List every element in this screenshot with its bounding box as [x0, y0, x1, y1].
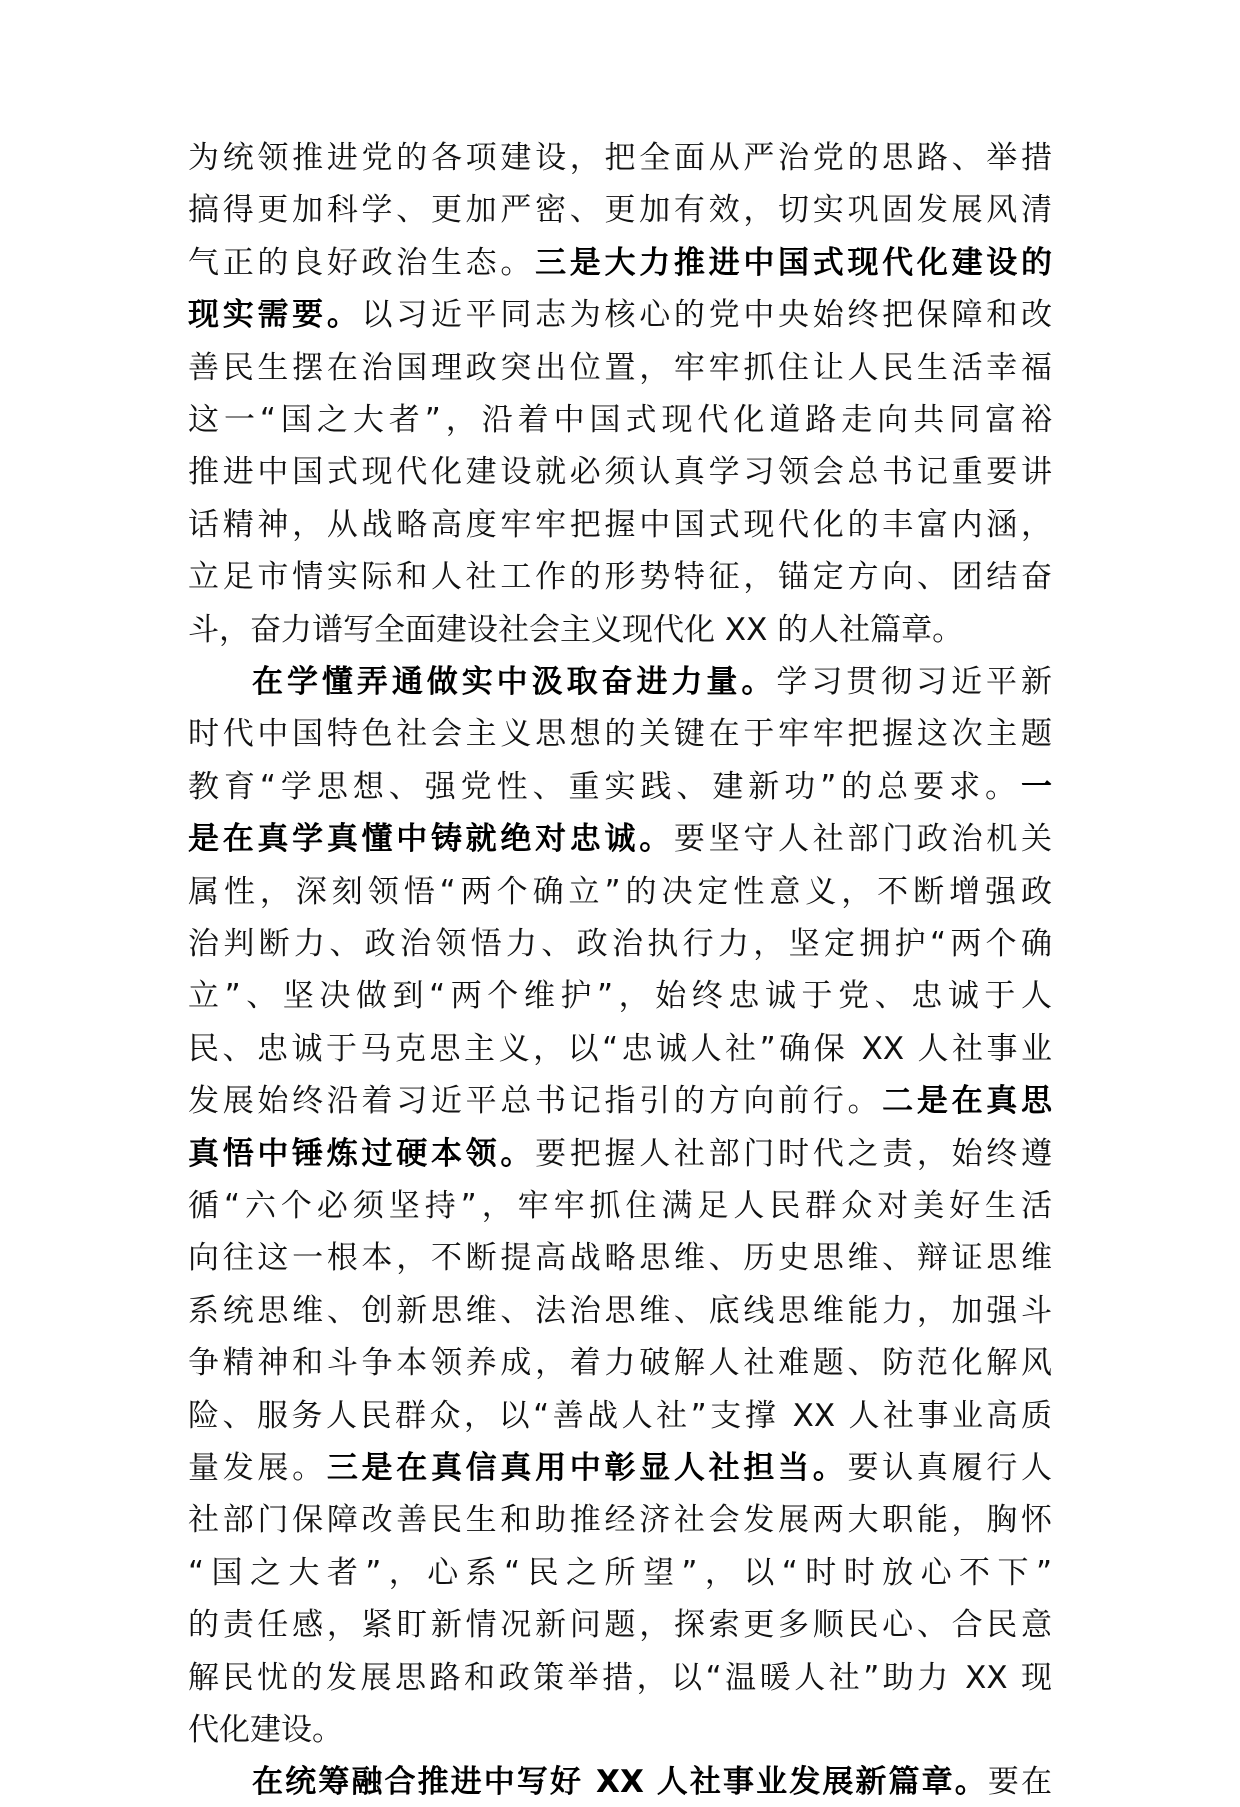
bold-text-segment: 是在真学真懂中铸就绝对忠诚。: [188, 821, 674, 857]
text-segment: 立足市情实际和人社工作的形势特征，锚定方向、团结奋: [188, 559, 1052, 595]
text-segment: 以习近平同志为核心的党中央始终把保障和改: [361, 297, 1053, 333]
text-segment: 系统思维、创新思维、法治思维、底线思维能力，加强斗: [188, 1293, 1052, 1329]
text-line: [252, 657, 1052, 707]
text-segment: 要把握人社部门时代之责，始终遵: [535, 1136, 1053, 1172]
bold-text-segment: 在统筹融合推进中写好 XX 人社事业发展新篇章。: [252, 1764, 988, 1800]
text-segment: 要在: [987, 1764, 1053, 1800]
text-line: [188, 1391, 1052, 1441]
text-segment: 属性，深刻领悟“两个确立”的决定性意义，不断增强政: [188, 874, 1052, 910]
text-segment: 循“六个必须坚持”，牢牢抓住满足人民群众对美好生活: [188, 1188, 1052, 1224]
text-segment: 险、服务人民群众，以“善战人社”支撑 XX 人社事业高质: [188, 1398, 1052, 1434]
bold-text-segment: 二是在真思: [882, 1083, 1053, 1119]
text-line: [252, 1757, 1052, 1807]
text-segment: 学习贯彻习近平新: [776, 664, 1053, 700]
text-segment: 社部门保障改善民生和助推经济社会发展两大职能，胸怀: [188, 1502, 1052, 1538]
text-line: [188, 1443, 1052, 1493]
text-segment: 推进中国式现代化建设就必须认真学习领会总书记重要讲: [188, 454, 1052, 490]
text-line: [188, 343, 1052, 393]
text-segment: 时代中国特色社会主义思想的关键在于牢牢把握这次主题: [188, 716, 1052, 752]
text-segment: 向往这一根本，不断提高战略思维、历史思维、辩证思维: [188, 1240, 1052, 1276]
text-segment: 立”、坚决做到“两个维护”，始终忠诚于党、忠诚于人: [188, 978, 1052, 1014]
text-line: [188, 552, 1052, 602]
text-segment: 发展始终沿着习近平总书记指引的方向前行。: [188, 1083, 883, 1119]
text-line: [188, 500, 1052, 550]
text-line: [188, 1286, 1052, 1336]
text-segment: “国之大者”，心系“民之所望”，以“时时放心不下”: [188, 1555, 1052, 1591]
text-line: [188, 1129, 1052, 1179]
text-segment: 解民忧的发展思路和政策举措，以“温暖人社”助力 XX 现: [188, 1660, 1052, 1696]
text-line: [188, 1548, 1052, 1598]
text-segment: 话精神，从战略高度牢牢把握中国式现代化的丰富内涵，: [188, 507, 1052, 543]
text-segment: 要认真履行人: [847, 1450, 1053, 1486]
text-line: [188, 290, 1052, 340]
text-segment: 教育“学思想、强党性、重实践、建新功”的总要求。: [188, 769, 1021, 805]
text-line: [188, 1600, 1052, 1650]
text-line: [188, 814, 1052, 864]
text-segment: 争精神和斗争本领养成，着力破解人社难题、防范化解风: [188, 1345, 1052, 1381]
text-line: [188, 1705, 1052, 1755]
text-line: [188, 867, 1052, 917]
bold-text-segment: 在学懂弄通做实中汲取奋进力量。: [252, 664, 777, 700]
text-line: [188, 447, 1052, 497]
text-line: [188, 238, 1052, 288]
text-line: [188, 1181, 1052, 1231]
text-line: [188, 1495, 1052, 1545]
text-line: [188, 1024, 1052, 1074]
text-line: [188, 1653, 1052, 1703]
text-segment: 代化建设。: [188, 1712, 343, 1748]
bold-text-segment: 现实需要。: [188, 297, 362, 333]
text-segment: 治判断力、政治领悟力、政治执行力，坚定拥护“两个确: [188, 926, 1052, 962]
text-line: [188, 185, 1052, 235]
text-segment: 善民生摆在治国理政突出位置，牢牢抓住让人民生活幸福: [188, 350, 1052, 386]
text-segment: 斗，奋力谱写全面建设社会主义现代化 XX 的人社篇章。: [188, 612, 964, 648]
text-line: [188, 1338, 1052, 1388]
text-segment: 量发展。: [188, 1450, 327, 1486]
text-line: [188, 919, 1052, 969]
text-segment: 这一“国之大者”，沿着中国式现代化道路走向共同富裕: [188, 402, 1052, 438]
text-line: [188, 762, 1052, 812]
text-segment: 气正的良好政治生态。: [188, 245, 536, 281]
bold-text-segment: 三是大力推进中国式现代化建设的: [535, 245, 1053, 281]
text-segment: 的责任感，紧盯新情况新问题，探索更多顺民心、合民意: [188, 1607, 1052, 1643]
text-line: [188, 709, 1052, 759]
text-line: [188, 133, 1052, 183]
text-line: [188, 1233, 1052, 1283]
text-line: [188, 1076, 1052, 1126]
text-line: [188, 971, 1052, 1021]
bold-text-segment: 一: [1021, 769, 1052, 805]
bold-text-segment: 真悟中锤炼过硬本领。: [188, 1136, 536, 1172]
bold-text-segment: 三是在真信真用中彰显人社担当。: [326, 1450, 848, 1486]
text-segment: 搞得更加科学、更加严密、更加有效，切实巩固发展风清: [188, 192, 1052, 228]
text-segment: 民、忠诚于马克思主义，以“忠诚人社”确保 XX 人社事业: [188, 1031, 1052, 1067]
text-segment: 要坚守人社部门政治机关: [673, 821, 1053, 857]
text-line: [188, 395, 1052, 445]
text-segment: 为统领推进党的各项建设，把全面从严治党的思路、举措: [188, 140, 1052, 176]
text-line: [188, 605, 1052, 655]
